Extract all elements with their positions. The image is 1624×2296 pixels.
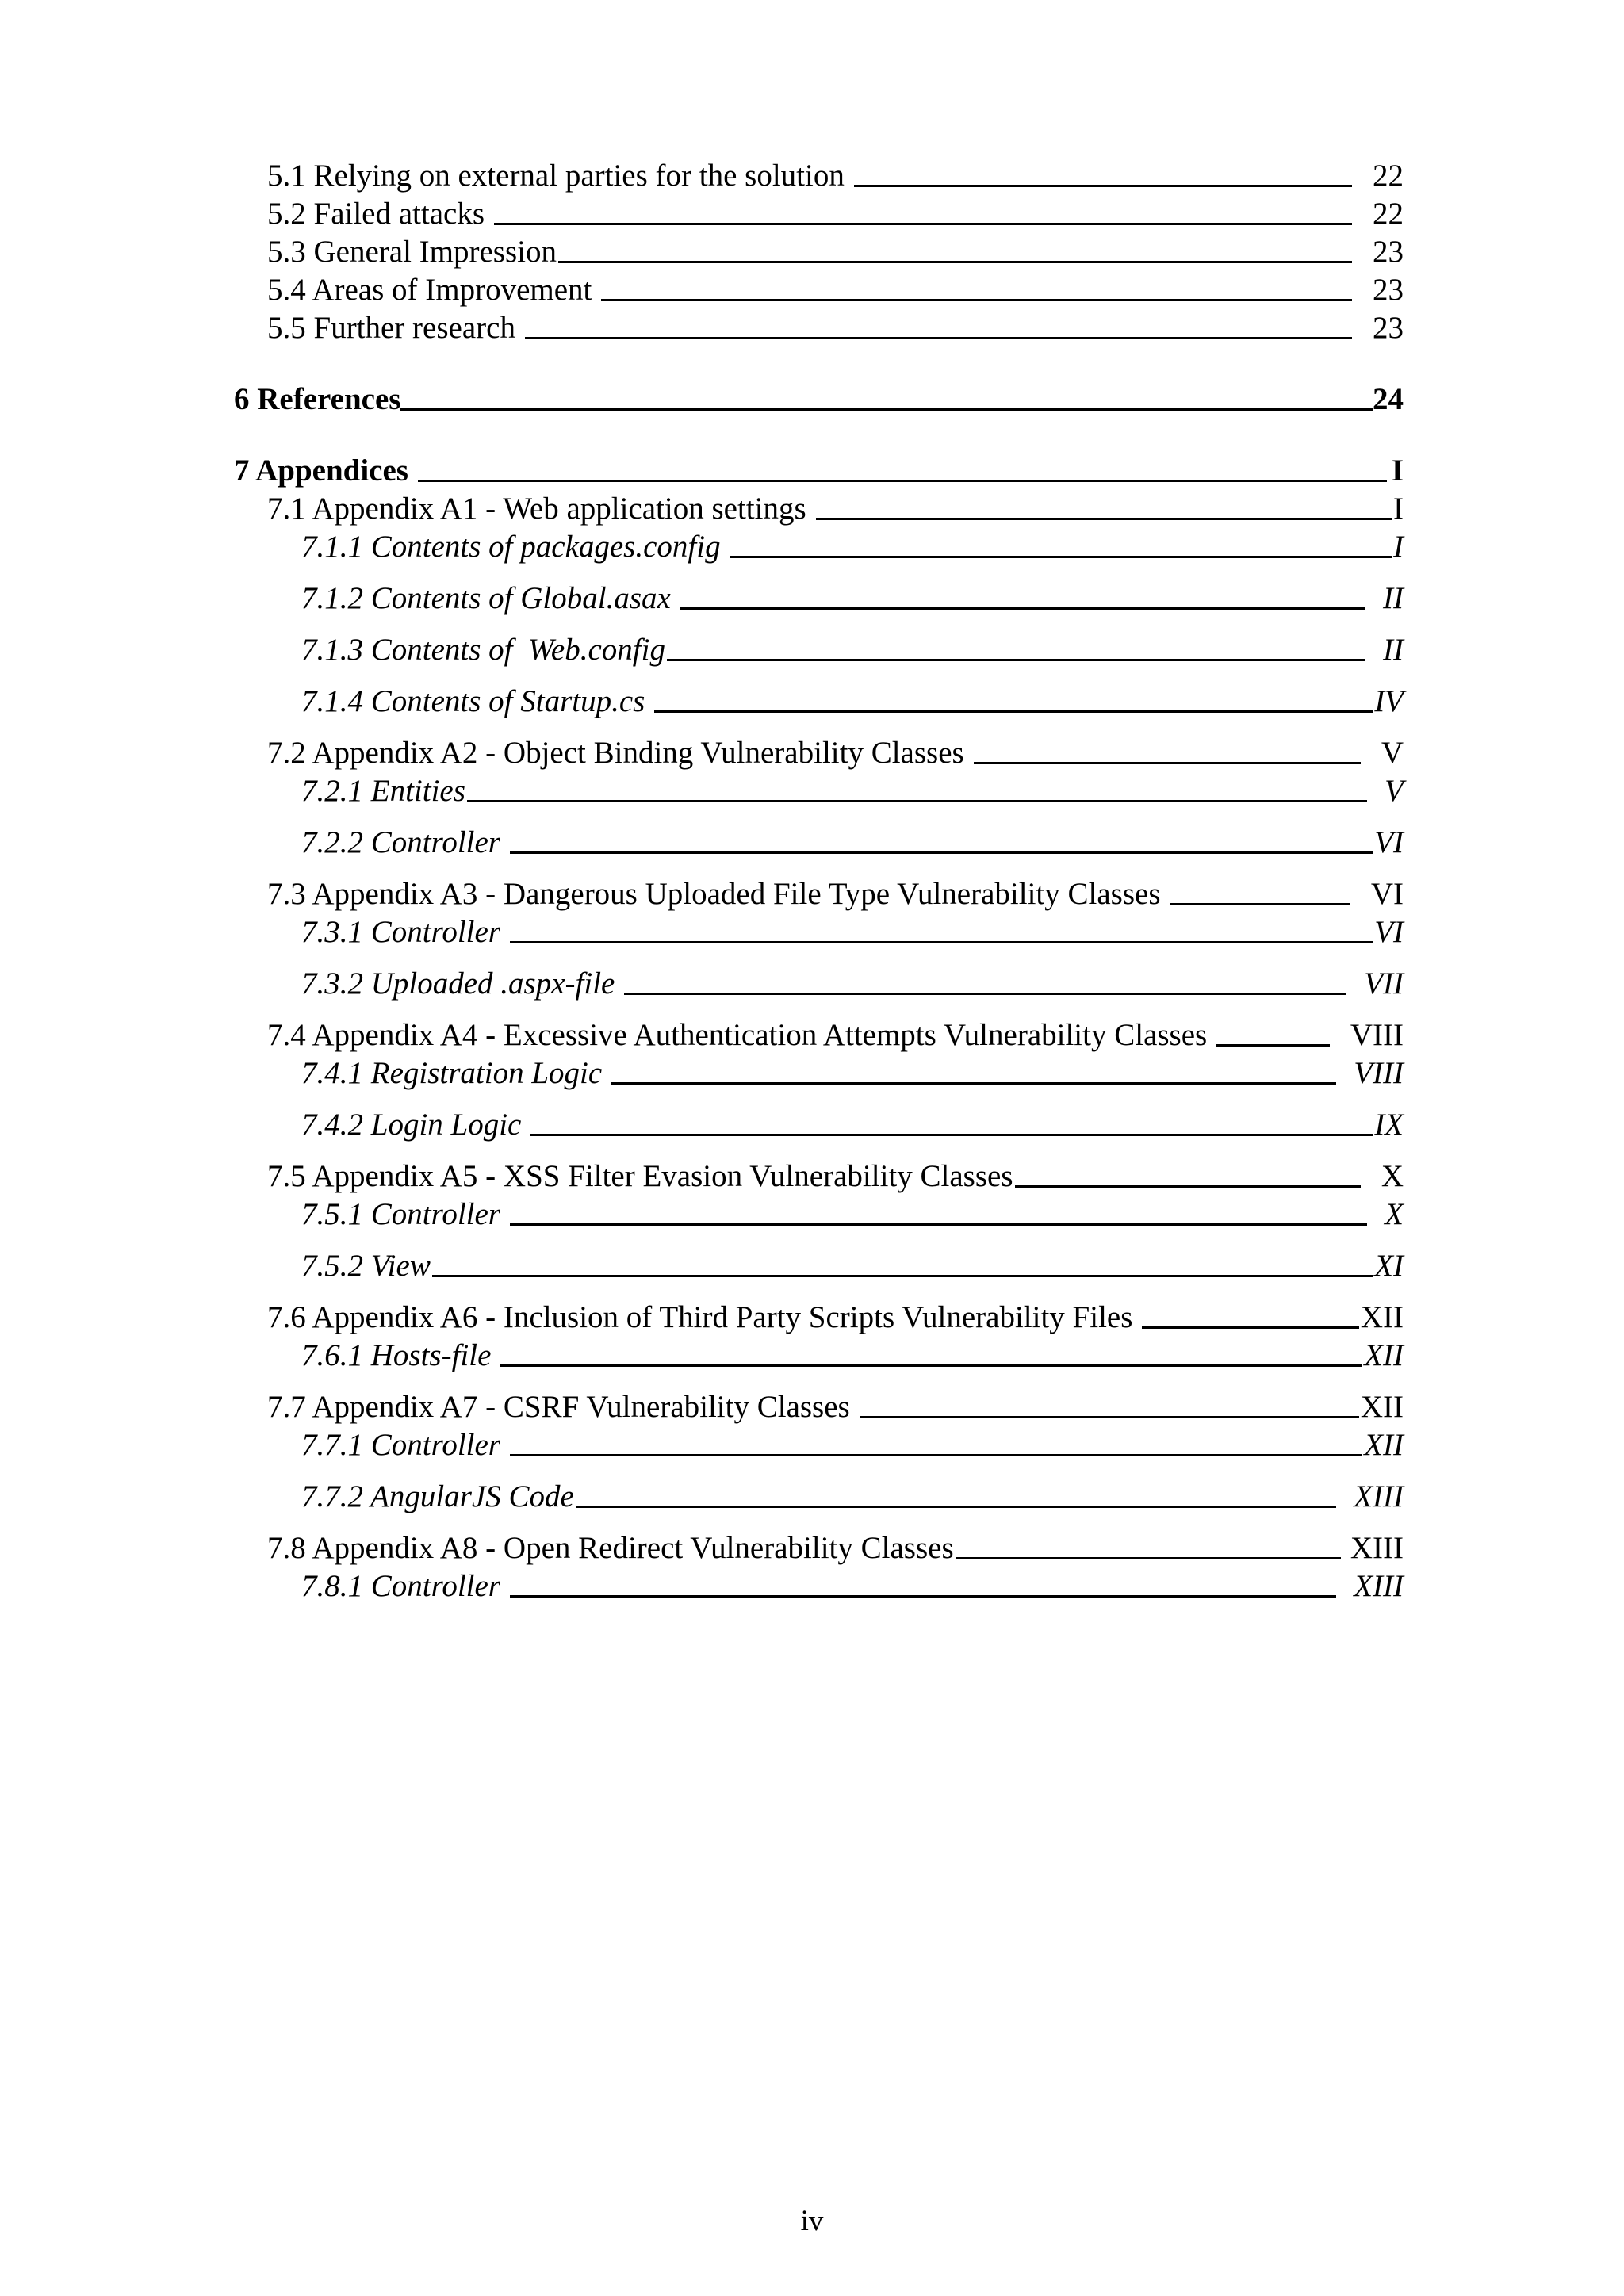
toc-entry-page: VII xyxy=(1364,966,1404,1001)
toc-entry-page: XII xyxy=(1360,1300,1404,1334)
toc-leader-line xyxy=(654,710,1373,713)
toc-entry-page: I xyxy=(1391,453,1404,488)
toc-entry-page: XII xyxy=(1364,1428,1404,1462)
toc-leader-line xyxy=(680,607,1365,610)
toc-leader-line xyxy=(510,1595,1336,1598)
toc-entry-page: XIII xyxy=(1350,1531,1404,1565)
toc-entry-page: V xyxy=(1381,736,1404,770)
toc-entry-page: XIII xyxy=(1354,1479,1404,1513)
toc-leader-line xyxy=(510,851,1373,854)
toc-entry-page: II xyxy=(1383,581,1404,615)
toc-entry-7-3-2[interactable] xyxy=(301,968,1404,999)
toc-leader-line xyxy=(510,1454,1362,1456)
toc-leader-line xyxy=(525,337,1352,339)
toc-entry-label: 7.6.1 Hosts-file xyxy=(301,1338,492,1372)
toc-entry-page: VI xyxy=(1374,915,1404,949)
toc-leader-line xyxy=(956,1557,1341,1559)
toc-entry-page: II xyxy=(1383,633,1404,667)
toc-entry-7-7-1[interactable] xyxy=(301,1429,1404,1460)
toc-entry-7-2[interactable] xyxy=(267,737,1404,768)
toc-entry-7-3-1[interactable] xyxy=(301,916,1404,947)
toc-entry-page: XI xyxy=(1374,1249,1404,1283)
toc-entry-7-2-2[interactable] xyxy=(301,827,1404,858)
toc-leader-line xyxy=(860,1416,1359,1418)
toc-leader-line xyxy=(500,1364,1362,1367)
toc-entry-7-5-2[interactable] xyxy=(301,1250,1404,1281)
page-number: iv xyxy=(800,2205,824,2237)
toc-entry-7-4-1[interactable] xyxy=(301,1058,1404,1089)
toc-entry-7-6-1[interactable] xyxy=(301,1340,1404,1371)
toc-entry-page: XII xyxy=(1364,1338,1404,1372)
toc-entry-label: 7.5.1 Controller xyxy=(301,1197,500,1231)
toc-leader-line xyxy=(1170,903,1350,905)
toc-entry-label: 7.5 Appendix A5 - XSS Filter Evasion Vulnerability Classes xyxy=(267,1159,1013,1193)
toc-entry-label: 6 References xyxy=(234,382,401,416)
toc-leader-line xyxy=(816,518,1392,520)
toc-entry-label: 7.4.1 Registration Logic xyxy=(301,1056,603,1090)
toc-leader-line xyxy=(1216,1044,1330,1047)
toc-entry-label: 5.1 Relying on external parties for the solution xyxy=(267,159,845,193)
toc-leader-line xyxy=(510,941,1373,943)
toc-entry-7-8[interactable] xyxy=(267,1533,1404,1563)
toc-entry-7-8-1[interactable] xyxy=(301,1571,1404,1601)
toc-leader-line xyxy=(974,762,1361,764)
toc-entry-7-3[interactable] xyxy=(267,878,1404,909)
toc-leader-line xyxy=(558,261,1352,263)
toc-entry-7-4-2[interactable] xyxy=(301,1109,1404,1140)
toc-entry-5-2[interactable] xyxy=(267,198,1404,229)
toc-entry-label: 7.8 Appendix A8 - Open Redirect Vulnerability Classes xyxy=(267,1531,954,1565)
toc-leader-line xyxy=(601,299,1352,301)
toc-entry-7-4[interactable] xyxy=(267,1020,1404,1050)
toc-entry-page: X xyxy=(1381,1159,1404,1193)
toc-leader-line xyxy=(611,1082,1336,1085)
toc-entry-label: 7.5.2 View xyxy=(301,1249,431,1283)
toc-entry-page: 24 xyxy=(1373,382,1404,416)
toc-entry-page: 22 xyxy=(1373,159,1404,193)
toc-entry-page: VI xyxy=(1370,877,1404,911)
toc-leader-line xyxy=(432,1275,1373,1277)
toc-entry-5-3[interactable] xyxy=(267,236,1404,267)
toc-entry-label: 7.4 Appendix A4 - Excessive Authentication Attempts Vulnerability Classes xyxy=(267,1018,1208,1052)
toc-leader-line xyxy=(576,1506,1336,1508)
toc-entry-label: 7.1.3 Contents of Web.config xyxy=(301,633,665,667)
toc-entry-label: 5.4 Areas of Improvement xyxy=(267,273,592,307)
toc-entry-page: XIII xyxy=(1354,1569,1404,1603)
toc-entry-6[interactable] xyxy=(234,384,1404,415)
toc-leader-line xyxy=(667,659,1365,661)
toc-entry-page: X xyxy=(1385,1197,1404,1231)
toc-leader-line xyxy=(467,800,1367,802)
toc-entry-label: 5.3 General Impression xyxy=(267,235,557,269)
toc-leader-line xyxy=(418,480,1387,482)
toc-leader-line xyxy=(730,556,1392,558)
toc-entry-7-1-2[interactable] xyxy=(301,583,1404,614)
toc-entry-label: 7.3.1 Controller xyxy=(301,915,500,949)
toc-entry-page: 23 xyxy=(1373,311,1404,345)
toc-entry-label: 7.7.1 Controller xyxy=(301,1428,500,1462)
toc-entry-5-1[interactable] xyxy=(267,160,1404,191)
toc-entry-7-1-4[interactable] xyxy=(301,686,1404,717)
toc-leader-line xyxy=(1142,1326,1358,1329)
toc-entry-page: I xyxy=(1393,492,1404,526)
toc-entry-label: 5.5 Further research xyxy=(267,311,515,345)
toc-entry-page: 23 xyxy=(1373,273,1404,307)
toc-entry-5-5[interactable] xyxy=(267,312,1404,343)
toc-leader-line xyxy=(494,223,1352,225)
toc-entry-page: XII xyxy=(1360,1390,1404,1424)
toc-entry-page: 23 xyxy=(1373,235,1404,269)
toc-entry-label: 7.1.2 Contents of Global.asax xyxy=(301,581,671,615)
toc-entry-7-1-3[interactable] xyxy=(301,634,1404,665)
toc-entry-page: I xyxy=(1393,530,1404,564)
toc-leader-line xyxy=(530,1134,1373,1136)
toc-entry-label: 7.4.2 Login Logic xyxy=(301,1108,522,1142)
toc-entry-label: 7.8.1 Controller xyxy=(301,1569,500,1603)
toc-entry-label: 7.7.2 AngularJS Code xyxy=(301,1479,574,1513)
toc-leader-line xyxy=(854,185,1352,187)
toc-leader-line xyxy=(400,408,1373,411)
toc-entry-label: 7 Appendices xyxy=(234,453,408,488)
toc-entry-label: 7.2 Appendix A2 - Object Binding Vulnerability Classes xyxy=(267,736,964,770)
toc-entry-page: 22 xyxy=(1373,197,1404,231)
toc-entry-label: 5.2 Failed attacks xyxy=(267,197,485,231)
toc-entry-label: 7.7 Appendix A7 - CSRF Vulnerability Classes xyxy=(267,1390,850,1424)
toc-entry-7-1[interactable] xyxy=(267,493,1404,524)
toc-entry-label: 7.1.4 Contents of Startup.cs xyxy=(301,684,645,718)
toc-entry-label: 7.2.1 Entities xyxy=(301,774,465,808)
toc-entry-7-2-1[interactable] xyxy=(301,775,1404,806)
toc-entry-7-6[interactable] xyxy=(267,1302,1404,1333)
toc-entry-7-7[interactable] xyxy=(267,1391,1404,1422)
toc-entry-7-7-2[interactable] xyxy=(301,1481,1404,1512)
toc-entry-label: 7.3.2 Uploaded .aspx-file xyxy=(301,966,615,1001)
toc-entry-7-1-1[interactable] xyxy=(301,531,1404,562)
toc-entry-page: VI xyxy=(1374,825,1404,859)
toc-entry-page: IX xyxy=(1374,1108,1404,1142)
toc-entry-label: 7.1 Appendix A1 - Web application settings xyxy=(267,492,806,526)
toc-entry-page: IV xyxy=(1374,684,1404,718)
toc-entry-label: 7.3 Appendix A3 - Dangerous Uploaded File Type Vulnerability Classes xyxy=(267,877,1161,911)
toc-leader-line xyxy=(1015,1185,1361,1188)
toc-entry-5-4[interactable] xyxy=(267,274,1404,305)
toc-entry-page: VIII xyxy=(1350,1018,1404,1052)
toc-entry-7-5-1[interactable] xyxy=(301,1199,1404,1230)
toc-entry-7[interactable] xyxy=(234,455,1404,486)
toc-entry-label: 7.1.1 Contents of packages.config xyxy=(301,530,721,564)
toc-entry-label: 7.6 Appendix A6 - Inclusion of Third Party Scripts Vulnerability Files xyxy=(267,1300,1133,1334)
toc-leader-line xyxy=(624,993,1346,995)
toc-entry-7-5[interactable] xyxy=(267,1161,1404,1192)
toc-entry-page: V xyxy=(1385,774,1404,808)
toc-entry-label: 7.2.2 Controller xyxy=(301,825,500,859)
toc-leader-line xyxy=(510,1223,1367,1226)
toc-entry-page: VIII xyxy=(1354,1056,1404,1090)
